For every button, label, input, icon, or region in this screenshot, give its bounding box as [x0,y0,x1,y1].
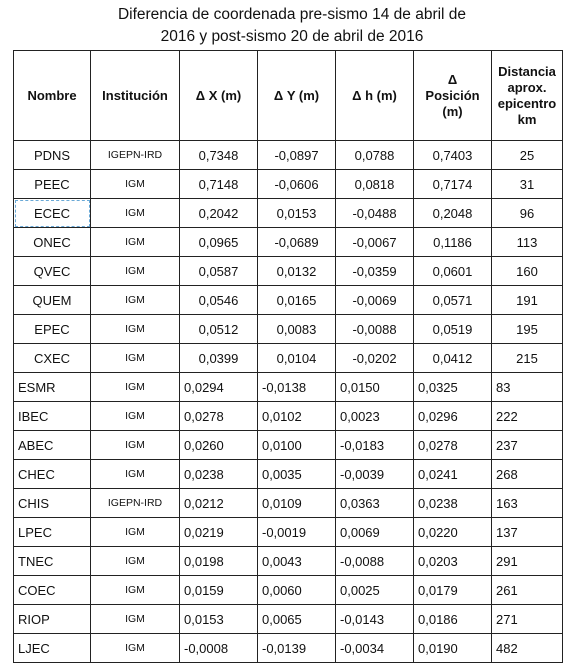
cell-dpos: 0,0179 [414,576,492,605]
cell-inst: IGM [91,605,180,634]
cell-dist: 113 [492,228,563,257]
cell-dist: 191 [492,286,563,315]
cell-dpos: 0,0601 [414,257,492,286]
cell-dh: 0,0150 [336,373,414,402]
cell-dpos: 0,0325 [414,373,492,402]
cell-inst: IGM [91,402,180,431]
cell-dist: 25 [492,141,563,170]
cell-dy: 0,0102 [258,402,336,431]
cell-inst: IGM [91,373,180,402]
cell-dh: 0,0023 [336,402,414,431]
cell-dist: 31 [492,170,563,199]
cell-dx: 0,0198 [180,547,258,576]
table-row [14,170,563,199]
table-row [14,634,563,663]
table-row [14,373,563,402]
cell-dpos: 0,0203 [414,547,492,576]
cell-dh: -0,0143 [336,605,414,634]
cell-dh: -0,0069 [336,286,414,315]
cell-nombre: IBEC [14,402,91,431]
header-dpos [414,51,492,141]
header-nombre: Nombre [14,51,91,141]
cell-inst: IGM [91,634,180,663]
header-dpos-symbol: Δ [447,71,458,87]
cell-dpos: 0,0412 [414,344,492,373]
cell-dpos: 0,0238 [414,489,492,518]
cell-nombre: LJEC [14,634,91,663]
cell-dh: -0,0088 [336,547,414,576]
cell-dx: 0,0260 [180,431,258,460]
cell-dist: 268 [492,460,563,489]
cell-dy: -0,0139 [258,634,336,663]
table-row [14,141,563,170]
cell-dh: -0,0488 [336,199,414,228]
table-row [14,547,563,576]
header-row [14,51,563,141]
cell-dx: 0,0278 [180,402,258,431]
cell-dpos: 0,7403 [414,141,492,170]
cell-dist: 261 [492,576,563,605]
cell-nombre: RIOP [14,605,91,634]
table-row [14,402,563,431]
table-row [14,228,563,257]
cell-dist: 482 [492,634,563,663]
cell-nombre: ABEC [14,431,91,460]
cell-nombre: CHIS [14,489,91,518]
table-row [14,605,563,634]
cell-nombre: COEC [14,576,91,605]
cell-dpos: 0,1186 [414,228,492,257]
cell-nombre: QVEC [14,257,91,286]
cell-dpos: 0,0220 [414,518,492,547]
cell-inst: IGM [91,547,180,576]
table-row [14,199,563,228]
cell-dist: 83 [492,373,563,402]
cell-nombre: TNEC [14,547,91,576]
cell-dh: 0,0788 [336,141,414,170]
cell-dy: 0,0132 [258,257,336,286]
cell-dx: 0,0159 [180,576,258,605]
cell-dist: 215 [492,344,563,373]
cell-inst: IGEPN-IRD [91,489,180,518]
cell-dy: 0,0100 [258,431,336,460]
cell-inst: IGM [91,518,180,547]
cell-dy: -0,0606 [258,170,336,199]
cell-dx: 0,0399 [180,344,258,373]
cell-dist: 237 [492,431,563,460]
cell-inst: IGM [91,257,180,286]
cell-dist: 137 [492,518,563,547]
header-dist-line-1: Distancia [498,63,556,79]
cell-dy: -0,0019 [258,518,336,547]
table-title [0,4,584,48]
cell-dx: 0,0294 [180,373,258,402]
cell-nombre: QUEM [14,286,91,315]
cell-nombre: CHEC [14,460,91,489]
cell-inst: IGM [91,199,180,228]
cell-dh: 0,0025 [336,576,414,605]
cell-inst: IGM [91,576,180,605]
table-body [14,141,563,663]
table-row [14,460,563,489]
cell-nombre: LPEC [14,518,91,547]
title-line-2: 2016 y post-sismo 20 de abril de 2016 [160,28,424,45]
cell-dh: -0,0183 [336,431,414,460]
coordinates-table [13,50,563,663]
header-dpos-unit: (m) [442,103,463,119]
cell-inst: IGM [91,228,180,257]
cell-dh: 0,0069 [336,518,414,547]
cell-dpos: 0,2048 [414,199,492,228]
table-row [14,257,563,286]
cell-dh: -0,0088 [336,315,414,344]
cell-dy: 0,0083 [258,315,336,344]
cell-dist: 195 [492,315,563,344]
cell-dx: 0,0153 [180,605,258,634]
cell-dy: 0,0104 [258,344,336,373]
cell-dy: -0,0897 [258,141,336,170]
cell-inst: IGM [91,344,180,373]
cell-nombre: ECEC [14,199,91,228]
cell-dy: -0,0138 [258,373,336,402]
cell-nombre: EPEC [14,315,91,344]
cell-inst: IGM [91,286,180,315]
cell-nombre: PEEC [14,170,91,199]
cell-dh: 0,0818 [336,170,414,199]
cell-dpos: 0,0296 [414,402,492,431]
cell-dy: 0,0109 [258,489,336,518]
cell-dist: 96 [492,199,563,228]
cell-dx: 0,2042 [180,199,258,228]
table-row [14,518,563,547]
header-dist-line-4: km [517,111,537,127]
cell-dpos: 0,0241 [414,460,492,489]
header-institucion: Institución [91,51,180,141]
table-row [14,344,563,373]
cell-dpos: 0,7174 [414,170,492,199]
cell-dy: 0,0165 [258,286,336,315]
header-distancia [492,51,563,141]
cell-dx: 0,0965 [180,228,258,257]
cell-dx: 0,0546 [180,286,258,315]
header-dx: Δ X (m) [180,51,258,141]
table-row [14,315,563,344]
cell-dist: 222 [492,402,563,431]
cell-dx: 0,0587 [180,257,258,286]
table-row [14,286,563,315]
cell-dx: 0,0512 [180,315,258,344]
header-dist-line-3: epicentro [497,95,557,111]
cell-dh: -0,0359 [336,257,414,286]
cell-dy: 0,0043 [258,547,336,576]
cell-inst: IGEPN-IRD [91,141,180,170]
cell-inst: IGM [91,460,180,489]
cell-inst: IGM [91,315,180,344]
cell-dx: 0,0212 [180,489,258,518]
cell-dy: -0,0689 [258,228,336,257]
cell-dy: 0,0065 [258,605,336,634]
table-row [14,576,563,605]
cell-dist: 291 [492,547,563,576]
cell-dist: 160 [492,257,563,286]
cell-dy: 0,0035 [258,460,336,489]
cell-dist: 271 [492,605,563,634]
cell-dpos: 0,0519 [414,315,492,344]
cell-dx: 0,0219 [180,518,258,547]
cell-nombre: CXEC [14,344,91,373]
header-dy: Δ Y (m) [258,51,336,141]
cell-dy: 0,0153 [258,199,336,228]
cell-dist: 163 [492,489,563,518]
cell-dy: 0,0060 [258,576,336,605]
cell-dpos: 0,0186 [414,605,492,634]
table-row [14,431,563,460]
table-row [14,489,563,518]
cell-inst: IGM [91,431,180,460]
cell-dpos: 0,0278 [414,431,492,460]
cell-nombre: ONEC [14,228,91,257]
header-dpos-label: Posición [425,87,480,103]
header-dist-line-2: aprox. [507,79,547,95]
title-line-1: Diferencia de coordenada pre-sismo 14 de abril de [117,6,467,23]
header-dh: Δ h (m) [336,51,414,141]
cell-dpos: 0,0190 [414,634,492,663]
cell-nombre: PDNS [14,141,91,170]
cell-dh: 0,0363 [336,489,414,518]
cell-dh: -0,0067 [336,228,414,257]
cell-dpos: 0,0571 [414,286,492,315]
cell-dx: 0,7348 [180,141,258,170]
cell-dh: -0,0202 [336,344,414,373]
cell-dx: -0,0008 [180,634,258,663]
cell-dh: -0,0034 [336,634,414,663]
cell-nombre: ESMR [14,373,91,402]
cell-dx: 0,7148 [180,170,258,199]
cell-inst: IGM [91,170,180,199]
cell-dh: -0,0039 [336,460,414,489]
cell-dx: 0,0238 [180,460,258,489]
